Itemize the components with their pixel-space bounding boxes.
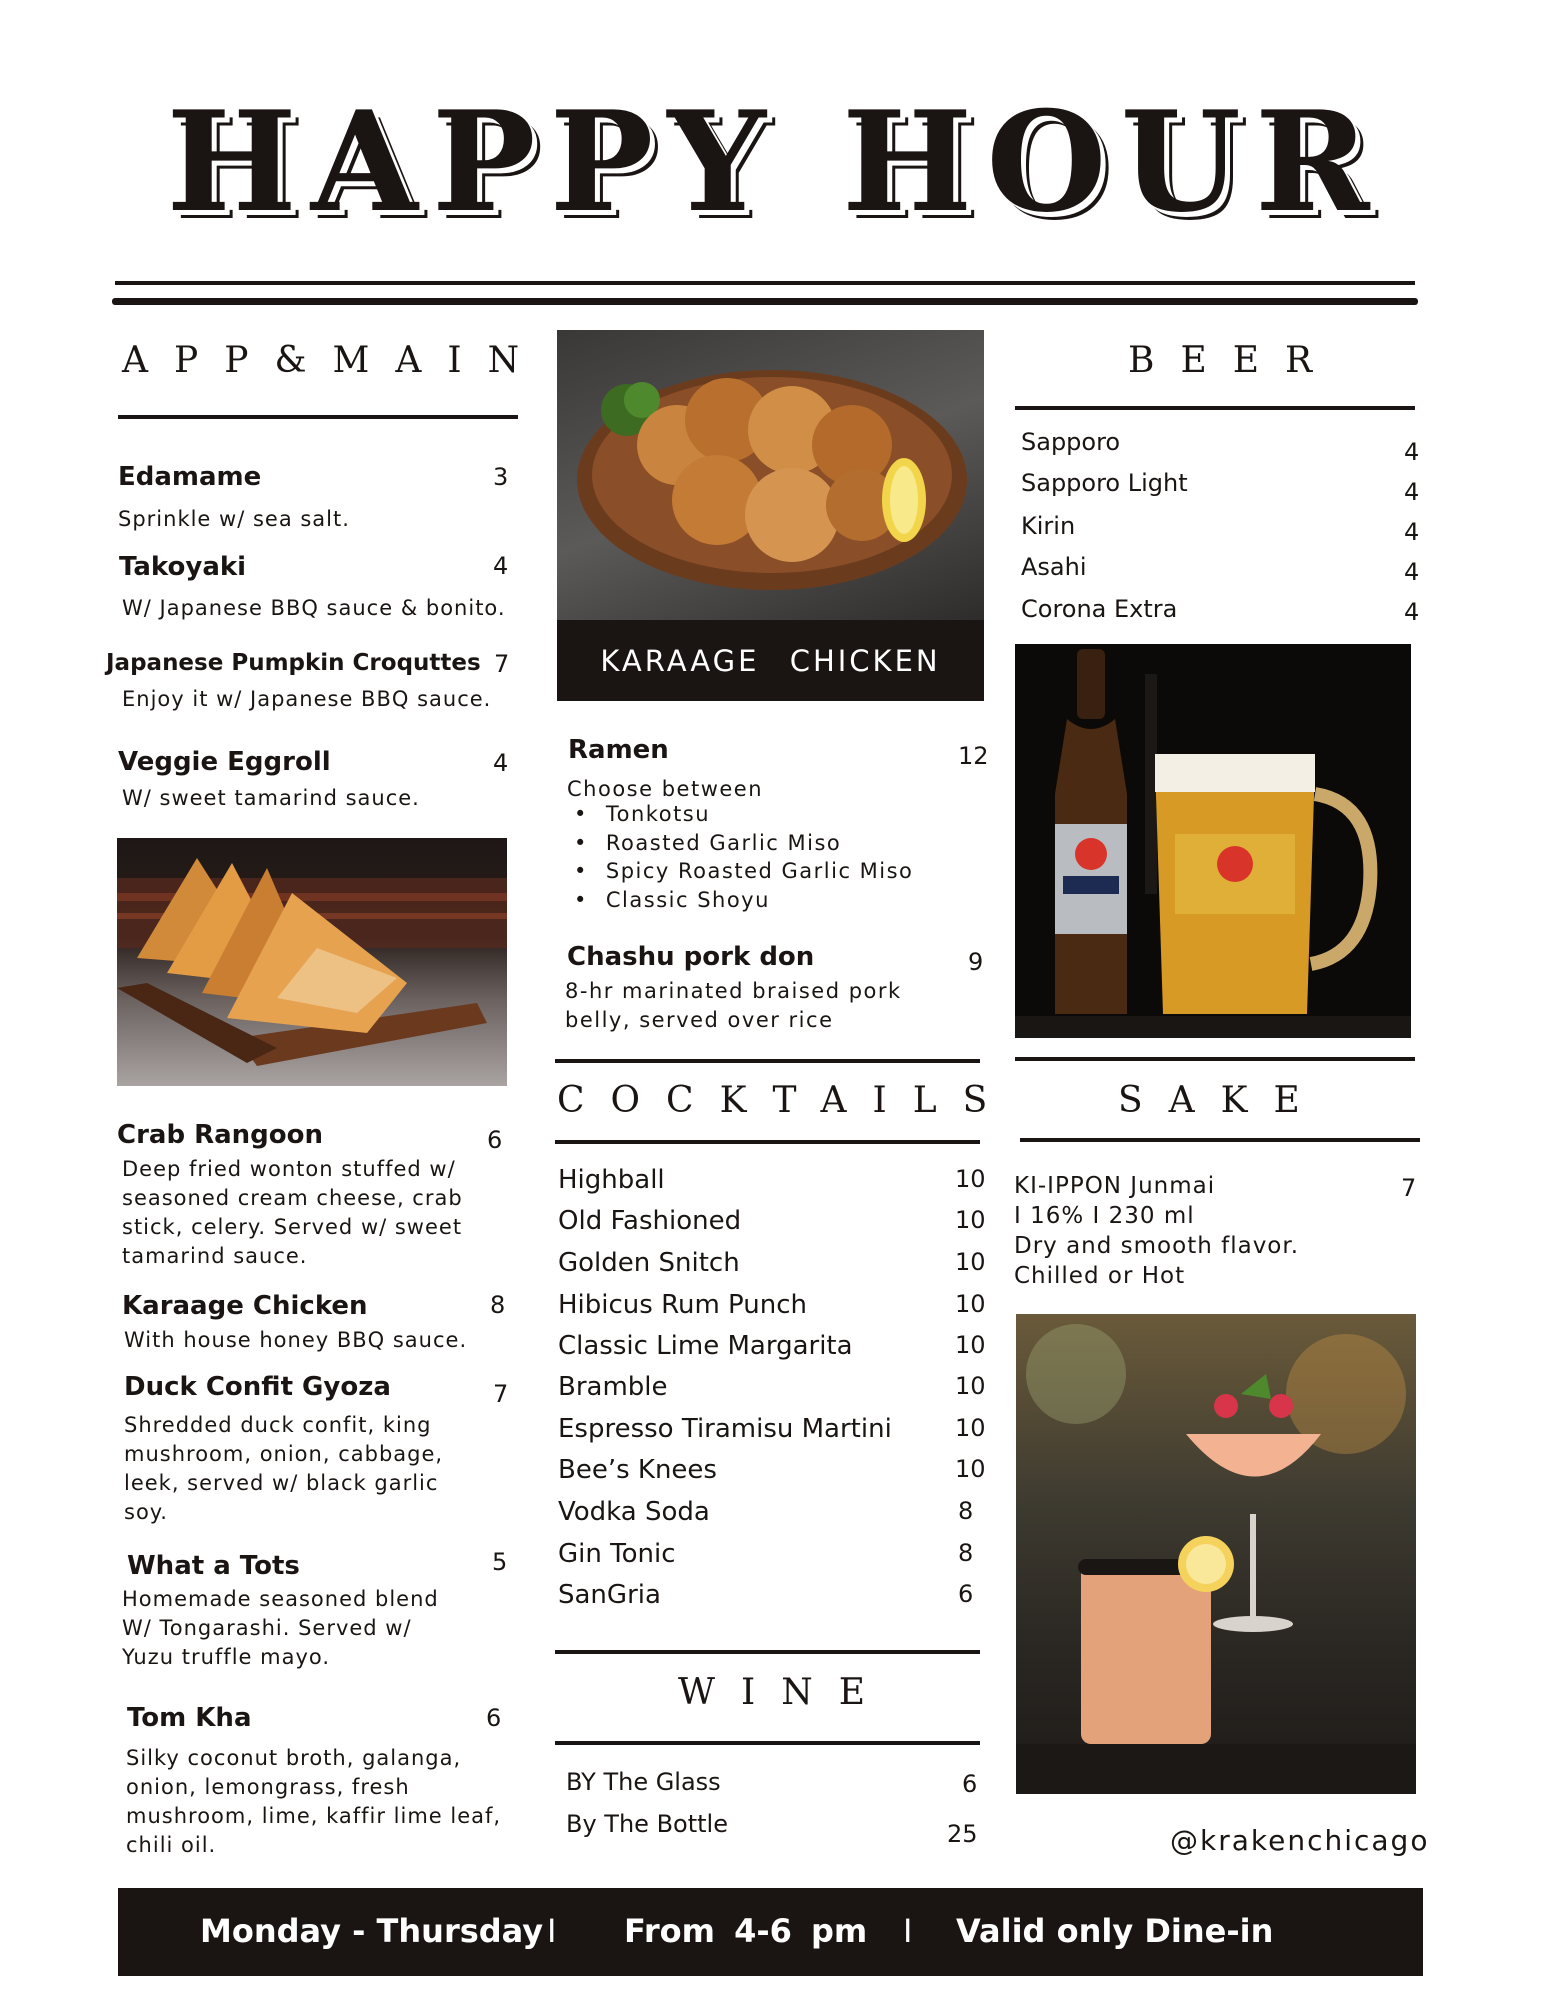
sake-price: 7: [1401, 1174, 1417, 1202]
sake-volume: I 16% I 230 ml: [1014, 1203, 1195, 1229]
item-price: 8: [490, 1291, 506, 1319]
wine-name: BY The Glass: [566, 1768, 721, 1796]
title-divider-thick: [112, 298, 1418, 305]
item-price: 12: [958, 742, 989, 770]
section-rule: [118, 415, 518, 419]
sake-name: KI-IPPON Junmai: [1014, 1173, 1216, 1199]
item-description: Homemade seasoned blend W/ Tongarashi. Served w/ Yuzu truffle mayo.: [122, 1587, 439, 1669]
item-description: Silky coconut broth, galanga, onion, lemongrass, fresh mushroom, lime, kaffir lime leaf, chili oil.: [126, 1746, 502, 1857]
section-rule: [1015, 1057, 1415, 1061]
beer-photo: [1015, 644, 1411, 1038]
item-name: Takoyaki: [119, 552, 247, 582]
footer-separator: I: [547, 1912, 557, 1950]
item-name: Veggie Eggroll: [118, 747, 331, 777]
cocktail-price: 10: [955, 1165, 986, 1193]
item-price: 6: [487, 1126, 503, 1154]
social-handle: @krakenchicago: [1170, 1824, 1430, 1857]
footer-note: Valid only Dine-in: [956, 1912, 1274, 1950]
item-description: 8-hr marinated braised pork belly, served over rice: [565, 979, 902, 1032]
item-price: 4: [493, 552, 509, 580]
item-name: Crab Rangoon: [117, 1120, 324, 1150]
footer-separator: I: [903, 1912, 913, 1950]
cocktail-name: Golden Snitch: [558, 1248, 740, 1278]
section-rule: [1020, 1138, 1420, 1142]
beer-name: Sapporo: [1021, 428, 1121, 456]
item-price: 9: [968, 948, 984, 976]
item-price: 7: [494, 650, 510, 678]
cocktail-price: 10: [955, 1206, 986, 1234]
cocktail-name: Bramble: [558, 1372, 668, 1402]
ramen-option: • Tonkotsu: [574, 800, 913, 829]
karaage-chicken-photo: [557, 330, 984, 622]
karaage-caption: KARAAGE CHICKEN: [557, 620, 984, 701]
beer-price: 4: [1404, 478, 1420, 506]
item-price: 6: [486, 1704, 502, 1732]
section-rule: [555, 1650, 980, 1654]
item-name: What a Tots: [127, 1551, 300, 1581]
cocktail-price: 10: [955, 1248, 986, 1276]
item-name: Karaage Chicken: [122, 1291, 368, 1321]
cocktail-price: 8: [958, 1539, 974, 1567]
section-heading-wine: WINE: [678, 1672, 892, 1713]
item-description: Sprinkle w/ sea salt.: [118, 507, 350, 531]
section-heading-app-main: APP&MAIN: [122, 340, 546, 381]
item-price: 5: [492, 1548, 508, 1576]
section-heading-beer: BEER: [1128, 340, 1339, 381]
beer-price: 4: [1404, 438, 1420, 466]
cocktail-name: SanGria: [558, 1580, 661, 1610]
cocktail-name: Hibicus Rum Punch: [558, 1290, 808, 1320]
cocktail-name: Classic Lime Margarita: [558, 1331, 853, 1361]
cocktail-price: 10: [955, 1290, 986, 1318]
cocktail-price: 8: [958, 1497, 974, 1525]
beer-price: 4: [1404, 518, 1420, 546]
item-name: Duck Confit Gyoza: [124, 1372, 391, 1402]
cocktail-name: Espresso Tiramisu Martini: [558, 1414, 892, 1444]
wine-price: 6: [962, 1770, 978, 1798]
ramen-intro: Choose between: [567, 777, 764, 801]
cocktail-photo: [1016, 1314, 1416, 1794]
item-name: Chashu pork don: [567, 942, 815, 972]
section-rule: [555, 1741, 980, 1745]
item-name: Japanese Pumpkin Croquttes: [106, 650, 481, 676]
cocktail-name: Bee’s Knees: [558, 1455, 717, 1485]
ramen-option: • Spicy Roasted Garlic Miso: [574, 857, 913, 886]
item-price: 7: [493, 1380, 509, 1408]
beer-name: Asahi: [1021, 553, 1087, 581]
section-heading-cocktails: COCKTAILS: [557, 1080, 1014, 1121]
cocktail-price: 10: [955, 1372, 986, 1400]
page-title: HAPPY HOUR: [166, 80, 1384, 243]
cocktail-price: 10: [955, 1331, 986, 1359]
ramen-option: • Classic Shoyu: [574, 886, 913, 915]
title-divider-thin: [115, 281, 1415, 285]
item-name: Tom Kha: [127, 1703, 252, 1733]
item-description: W/ Japanese BBQ sauce & bonito.: [122, 596, 506, 620]
item-description: With house honey BBQ sauce.: [124, 1328, 468, 1352]
beer-name: Sapporo Light: [1021, 469, 1188, 497]
section-rule: [555, 1140, 980, 1144]
ramen-option: • Roasted Garlic Miso: [574, 829, 913, 858]
cocktail-price: 10: [955, 1414, 986, 1442]
eggroll-photo: [117, 838, 507, 1086]
footer-time: From 4-6 pm: [624, 1912, 868, 1950]
section-rule: [1015, 406, 1415, 410]
item-description: W/ sweet tamarind sauce.: [122, 786, 420, 810]
item-description: Deep fried wonton stuffed w/ seasoned cream cheese, crab stick, celery. Served w/ sweet tamarind sauce.: [122, 1157, 463, 1268]
item-description: Shredded duck confit, king mushroom, onion, cabbage, leek, served w/ black garlic soy.: [124, 1413, 444, 1524]
footer-banner: [118, 1888, 1423, 1976]
item-description: Enjoy it w/ Japanese BBQ sauce.: [122, 687, 492, 711]
beer-name: Kirin: [1021, 512, 1076, 540]
section-heading-sake: SAKE: [1118, 1080, 1326, 1121]
item-name: Ramen: [568, 735, 669, 765]
wine-price: 25: [947, 1820, 978, 1848]
cocktail-name: Old Fashioned: [558, 1206, 742, 1236]
wine-name: By The Bottle: [566, 1810, 728, 1838]
footer-days: Monday - Thursday: [200, 1912, 544, 1950]
cocktail-name: Highball: [558, 1165, 665, 1195]
cocktail-name: Gin Tonic: [558, 1539, 676, 1569]
sake-serving: Chilled or Hot: [1014, 1263, 1186, 1289]
section-rule: [555, 1059, 980, 1063]
beer-price: 4: [1404, 598, 1420, 626]
beer-price: 4: [1404, 558, 1420, 586]
item-price: 4: [493, 749, 509, 777]
beer-name: Corona Extra: [1021, 595, 1178, 623]
item-price: 3: [493, 463, 509, 491]
item-name: Edamame: [118, 462, 262, 492]
cocktail-price: 6: [958, 1580, 974, 1608]
cocktail-price: 10: [955, 1455, 986, 1483]
sake-flavor: Dry and smooth flavor.: [1014, 1233, 1300, 1259]
ramen-options: [574, 800, 913, 914]
cocktail-name: Vodka Soda: [558, 1497, 710, 1527]
